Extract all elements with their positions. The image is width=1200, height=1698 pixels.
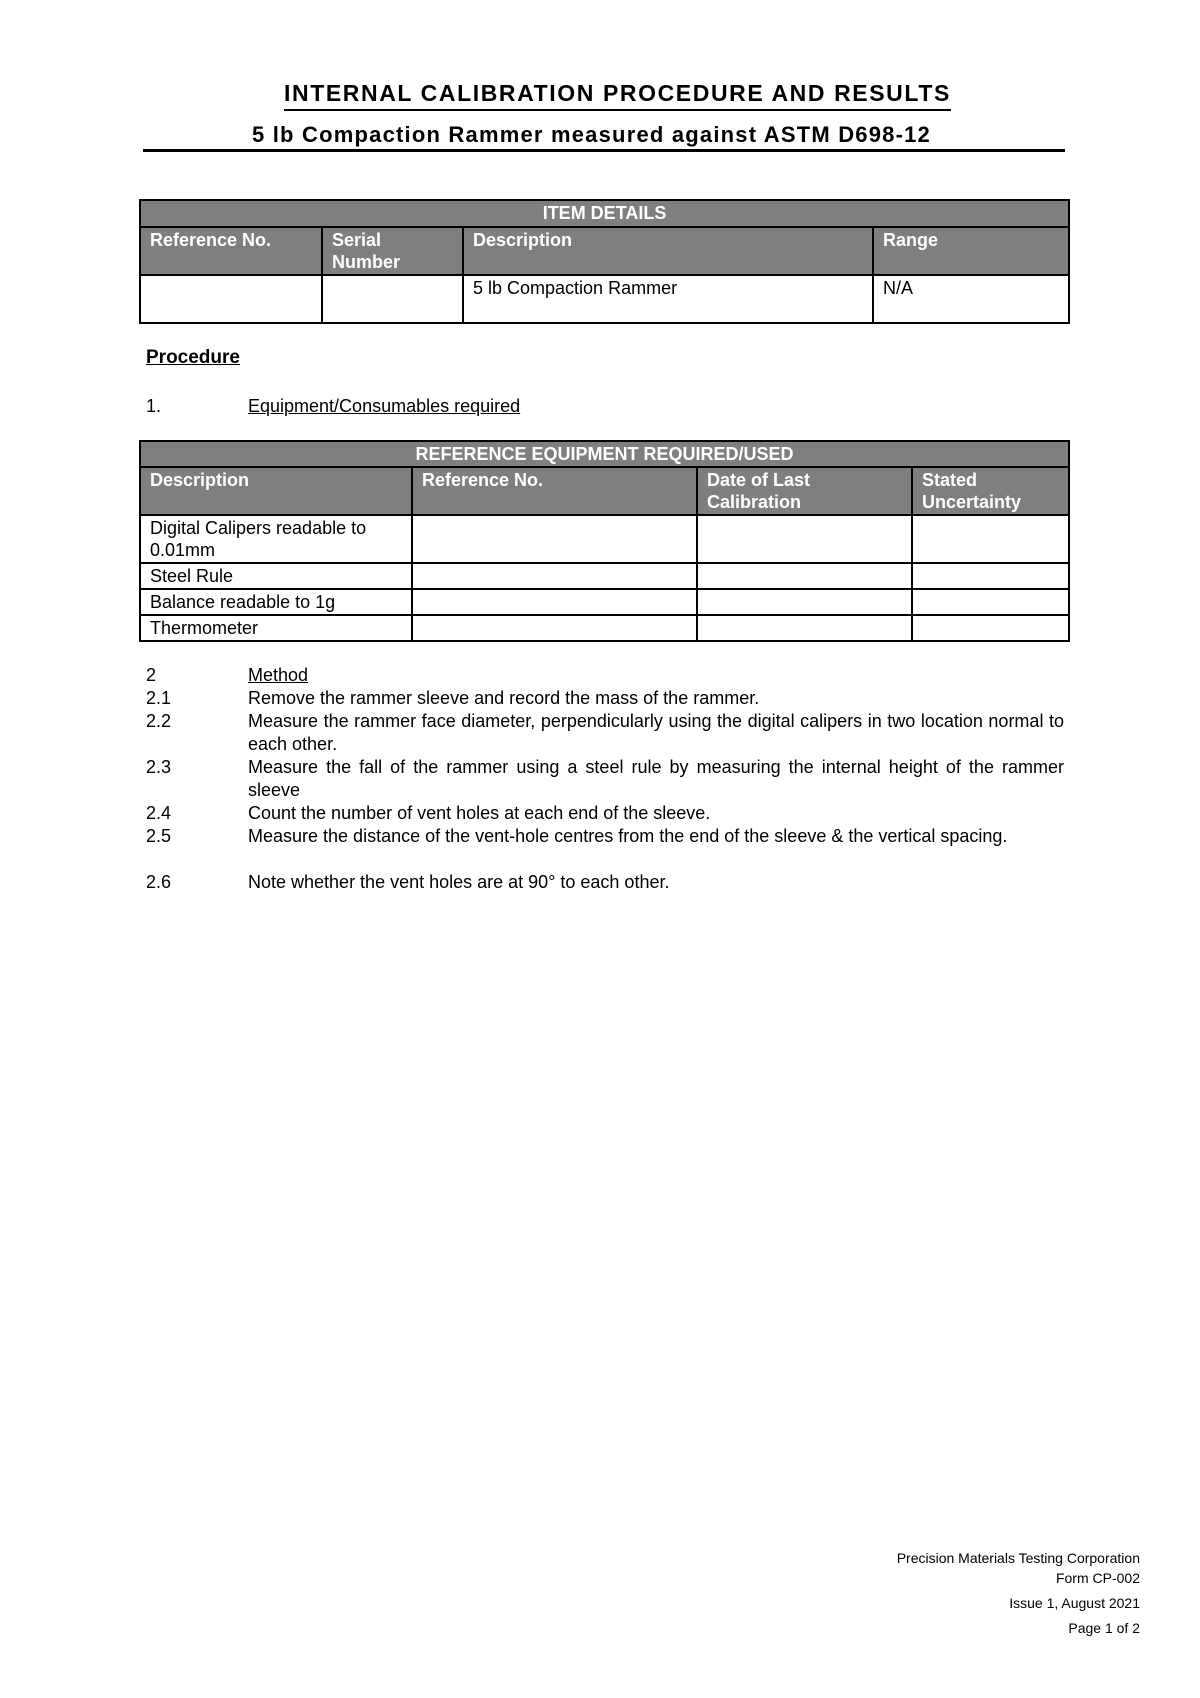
method-step bbox=[146, 825, 1066, 871]
footer-company: Precision Materials Testing Corporation bbox=[896, 1550, 1140, 1566]
step-text: Remove the rammer sleeve and record the mass of the rammer. bbox=[248, 688, 760, 708]
table-cell[interactable]: N/A bbox=[873, 275, 1069, 323]
procedure-step bbox=[146, 395, 1066, 418]
table-cell[interactable]: 5 lb Compaction Rammer bbox=[463, 275, 873, 323]
table-cell[interactable] bbox=[412, 589, 697, 615]
step-number: 1. bbox=[146, 396, 162, 416]
method-step bbox=[146, 687, 1066, 710]
table-cell[interactable] bbox=[912, 615, 1069, 641]
table-cell[interactable] bbox=[412, 563, 697, 589]
footer-issue: Issue 1, August 2021 bbox=[1009, 1595, 1140, 1611]
column-header: Description bbox=[463, 227, 873, 275]
table-cell[interactable] bbox=[912, 563, 1069, 589]
step-number: 2.3 bbox=[146, 757, 172, 777]
footer-form-number: Form CP-002 bbox=[1055, 1570, 1140, 1586]
footer-page-number: Page 1 of 2 bbox=[1068, 1620, 1140, 1636]
column-header: Stated Uncertainty bbox=[912, 467, 1069, 515]
table-cell[interactable] bbox=[412, 615, 697, 641]
column-header: Reference No. bbox=[140, 227, 322, 275]
column-header: Range bbox=[873, 227, 1069, 275]
document-subtitle: 5 lb Compaction Rammer measured against ASTM D698-12 bbox=[252, 122, 931, 147]
method-heading-row bbox=[146, 664, 1066, 687]
table-cell[interactable] bbox=[697, 589, 912, 615]
column-header: Description bbox=[140, 467, 412, 515]
column-header: Date of Last Calibration bbox=[697, 467, 912, 515]
table-cell[interactable]: Thermometer bbox=[140, 615, 412, 641]
table-cell[interactable]: Steel Rule bbox=[140, 563, 412, 589]
step-number: 2.1 bbox=[146, 688, 172, 708]
reference-equipment-caption: REFERENCE EQUIPMENT REQUIRED/USED bbox=[140, 441, 1069, 467]
step-text: Equipment/Consumables required bbox=[248, 396, 521, 416]
step-text: Note whether the vent holes are at 90° to each other. bbox=[248, 872, 670, 892]
step-number: 2.6 bbox=[146, 872, 172, 892]
table-cell[interactable] bbox=[697, 615, 912, 641]
step-number: 2.5 bbox=[146, 826, 172, 846]
table-cell[interactable] bbox=[412, 515, 697, 563]
table-cell[interactable] bbox=[912, 515, 1069, 563]
column-header: Reference No. bbox=[412, 467, 697, 515]
reference-equipment-table bbox=[139, 440, 1070, 642]
step-text: Count the number of vent holes at each end of the sleeve. bbox=[248, 803, 711, 823]
method-step bbox=[146, 802, 1066, 825]
method-step bbox=[146, 710, 1066, 756]
column-header: Serial Number bbox=[322, 227, 463, 275]
step-text: Measure the fall of the rammer using a steel rule by measuring the internal height of the rammer sleeve bbox=[248, 757, 1064, 800]
step-number: 2.2 bbox=[146, 711, 172, 731]
table-cell[interactable] bbox=[322, 275, 463, 323]
table-cell[interactable] bbox=[140, 275, 322, 323]
step-text: Measure the distance of the vent-hole centres from the end of the sleeve & the vertical spacing. bbox=[248, 826, 1008, 846]
table-cell[interactable] bbox=[697, 515, 912, 563]
step-number: 2 bbox=[146, 665, 157, 685]
method-heading: Method bbox=[248, 665, 309, 685]
table-cell[interactable] bbox=[697, 563, 912, 589]
title-divider bbox=[143, 149, 1065, 152]
method-step bbox=[146, 756, 1066, 802]
step-text: Measure the rammer face diameter, perpendicularly using the digital calipers in two location normal to each other. bbox=[248, 711, 1064, 754]
procedure-heading: Procedure bbox=[146, 347, 240, 368]
method-step bbox=[146, 871, 1066, 894]
document-title: INTERNAL CALIBRATION PROCEDURE AND RESULTS bbox=[284, 80, 951, 111]
table-cell[interactable]: Balance readable to 1g bbox=[140, 589, 412, 615]
item-details-table bbox=[139, 199, 1070, 324]
table-cell[interactable] bbox=[912, 589, 1069, 615]
table-cell[interactable]: Digital Calipers readable to 0.01mm bbox=[140, 515, 412, 563]
item-details-caption: ITEM DETAILS bbox=[140, 200, 1069, 227]
step-number: 2.4 bbox=[146, 803, 172, 823]
